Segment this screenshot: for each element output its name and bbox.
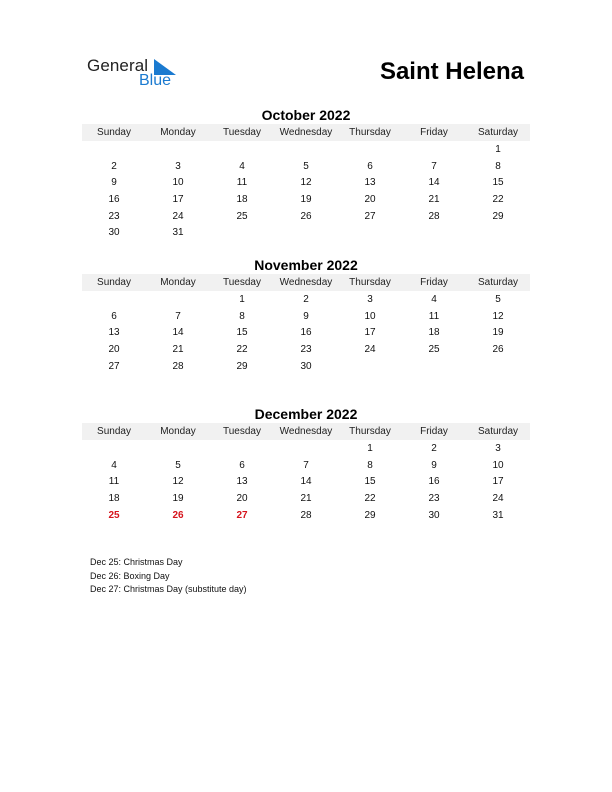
day-cell: 5: [495, 293, 501, 305]
day-cell: 15: [236, 327, 248, 339]
day-cell: 22: [364, 492, 376, 504]
empty-day-cell: [146, 141, 210, 158]
day-cell: 9: [111, 177, 117, 189]
day-cell: 1: [367, 442, 373, 454]
day-cell: 16: [108, 193, 120, 205]
empty-day-cell: [146, 440, 210, 457]
day-cell: 1: [239, 293, 245, 305]
week-row: [82, 324, 530, 341]
week-row: [82, 141, 530, 158]
weekday-header: Wednesday: [274, 274, 338, 291]
day-cell: 23: [108, 210, 120, 222]
day-cell: 10: [172, 177, 184, 189]
day-cell: 10: [364, 310, 376, 322]
day-cell: 16: [300, 327, 312, 339]
day-cell: 27: [364, 210, 376, 222]
month-october: [82, 106, 530, 241]
day-cell: 25: [428, 343, 440, 355]
day-cell: 11: [108, 476, 120, 488]
month-grid: [82, 423, 530, 523]
empty-day-cell: [402, 224, 466, 241]
empty-day-cell: [210, 440, 274, 457]
weekday-header: Sunday: [82, 124, 146, 141]
empty-day-cell: [82, 440, 146, 457]
month-title: November 2022: [254, 257, 358, 273]
weekday-header: Thursday: [338, 423, 402, 440]
day-cell: 27: [108, 360, 120, 372]
holiday-note: Dec 27: Christmas Day (substitute day): [90, 584, 247, 594]
weekday-header: Thursday: [338, 124, 402, 141]
holiday-note: Dec 26: Boxing Day: [90, 570, 170, 581]
month-grid: [82, 124, 530, 241]
day-cell: 15: [492, 177, 504, 189]
day-cell: 3: [175, 160, 181, 172]
day-cell: 29: [364, 509, 376, 521]
weekday-header: Saturday: [466, 124, 530, 141]
day-cell: 12: [172, 476, 184, 488]
day-cell: 17: [172, 193, 184, 205]
empty-day-cell: [402, 141, 466, 158]
day-cell: 17: [492, 476, 504, 488]
day-cell: 29: [492, 210, 504, 222]
week-row: [82, 291, 530, 308]
day-cell: 18: [236, 193, 248, 205]
day-cell: 18: [108, 492, 120, 504]
month-november: [82, 256, 530, 374]
day-cell: 3: [367, 293, 373, 305]
day-cell: 4: [111, 459, 117, 471]
day-cell: 6: [111, 310, 117, 322]
day-cell: 27: [236, 509, 248, 521]
day-cell: 28: [428, 210, 440, 222]
day-cell: 14: [428, 177, 440, 189]
day-cell: 2: [111, 160, 117, 172]
country-title: Saint Helena: [379, 58, 524, 85]
day-cell: 28: [300, 509, 312, 521]
empty-day-cell: [466, 358, 530, 375]
day-cell: 7: [175, 310, 181, 322]
week-row: [82, 158, 530, 175]
day-cell: 6: [367, 160, 373, 172]
day-cell: 12: [492, 310, 504, 322]
day-cell: 26: [172, 509, 184, 521]
empty-day-cell: [82, 141, 146, 158]
weekday-header: Wednesday: [274, 124, 338, 141]
week-row: [82, 440, 530, 457]
month-december: [82, 405, 530, 523]
day-cell: 20: [364, 193, 376, 205]
weekday-header: Sunday: [82, 423, 146, 440]
weekday-header: Saturday: [466, 423, 530, 440]
day-cell: 30: [300, 360, 312, 372]
week-row: [82, 341, 530, 358]
weekday-header: Friday: [402, 124, 466, 141]
day-cell: 19: [172, 492, 184, 504]
day-cell: 3: [495, 442, 501, 454]
weekday-header: Saturday: [466, 274, 530, 291]
day-cell: 14: [300, 476, 312, 488]
weekday-header: Friday: [402, 274, 466, 291]
day-cell: 2: [431, 442, 437, 454]
day-cell: 5: [303, 160, 309, 172]
day-cell: 29: [236, 360, 248, 372]
empty-day-cell: [274, 224, 338, 241]
weekday-header: Tuesday: [210, 124, 274, 141]
logo-blue-text: Blue: [139, 72, 172, 89]
week-row: [82, 490, 530, 507]
day-cell: 22: [492, 193, 504, 205]
day-cell: 21: [300, 492, 312, 504]
day-cell: 12: [300, 177, 312, 189]
day-cell: 9: [431, 459, 437, 471]
week-row: [82, 208, 530, 225]
day-cell: 2: [303, 293, 309, 305]
week-row: [82, 308, 530, 325]
day-cell: 13: [364, 177, 376, 189]
day-cell: 5: [175, 459, 181, 471]
brand-logo: [87, 56, 187, 90]
empty-day-cell: [338, 141, 402, 158]
day-cell: 19: [300, 193, 312, 205]
week-row: [82, 358, 530, 375]
day-cell: 9: [303, 310, 309, 322]
holiday-notes: [90, 556, 247, 597]
empty-day-cell: [210, 141, 274, 158]
week-row: [82, 174, 530, 191]
week-row: [82, 473, 530, 490]
day-cell: 24: [172, 210, 184, 222]
day-cell: 28: [172, 360, 184, 372]
week-row: [82, 507, 530, 524]
month-grid: [82, 274, 530, 374]
day-cell: 11: [428, 310, 440, 322]
day-cell: 21: [172, 343, 184, 355]
weekday-header: Monday: [146, 274, 210, 291]
day-cell: 15: [364, 476, 376, 488]
weekday-header: Monday: [146, 124, 210, 141]
day-cell: 7: [303, 459, 309, 471]
weekday-header: Tuesday: [210, 423, 274, 440]
week-row: [82, 457, 530, 474]
day-cell: 18: [428, 327, 440, 339]
day-cell: 4: [239, 160, 245, 172]
empty-day-cell: [402, 358, 466, 375]
day-cell: 13: [108, 327, 120, 339]
day-cell: 22: [236, 343, 248, 355]
day-cell: 10: [492, 459, 504, 471]
day-cell: 31: [172, 227, 184, 239]
empty-day-cell: [338, 358, 402, 375]
month-title: December 2022: [254, 406, 358, 422]
week-row: [82, 224, 530, 241]
day-cell: 8: [367, 459, 373, 471]
holiday-note: Dec 25: Christmas Day: [90, 557, 183, 567]
day-cell: 4: [431, 293, 437, 305]
month-title: October 2022: [261, 107, 351, 123]
day-cell: 11: [236, 177, 248, 189]
day-cell: 7: [431, 160, 437, 172]
day-cell: 8: [239, 310, 245, 322]
empty-day-cell: [210, 224, 274, 241]
empty-day-cell: [466, 224, 530, 241]
empty-day-cell: [274, 440, 338, 457]
logo-general-text: General: [87, 56, 149, 75]
day-cell: 30: [428, 509, 440, 521]
weekday-header: Wednesday: [274, 423, 338, 440]
day-cell: 31: [492, 509, 504, 521]
day-cell: 26: [300, 210, 312, 222]
empty-day-cell: [82, 291, 146, 308]
day-cell: 1: [495, 143, 501, 155]
empty-day-cell: [338, 224, 402, 241]
day-cell: 16: [428, 476, 440, 488]
day-cell: 24: [364, 343, 376, 355]
weekday-header: Sunday: [82, 274, 146, 291]
day-cell: 6: [239, 459, 245, 471]
weekday-header: Monday: [146, 423, 210, 440]
day-cell: 8: [495, 160, 501, 172]
day-cell: 17: [364, 327, 376, 339]
day-cell: 23: [300, 343, 312, 355]
day-cell: 30: [108, 227, 120, 239]
weekday-header: Friday: [402, 423, 466, 440]
day-cell: 23: [428, 492, 440, 504]
day-cell: 20: [236, 492, 248, 504]
day-cell: 24: [492, 492, 504, 504]
weekday-header: Thursday: [338, 274, 402, 291]
day-cell: 26: [492, 343, 504, 355]
day-cell: 14: [172, 327, 184, 339]
day-cell: 19: [492, 327, 504, 339]
day-cell: 21: [428, 193, 440, 205]
empty-day-cell: [274, 141, 338, 158]
day-cell: 13: [236, 476, 248, 488]
day-cell: 25: [108, 509, 120, 521]
empty-day-cell: [146, 291, 210, 308]
weekday-header: Tuesday: [210, 274, 274, 291]
day-cell: 20: [108, 343, 120, 355]
week-row: [82, 191, 530, 208]
day-cell: 25: [236, 210, 248, 222]
